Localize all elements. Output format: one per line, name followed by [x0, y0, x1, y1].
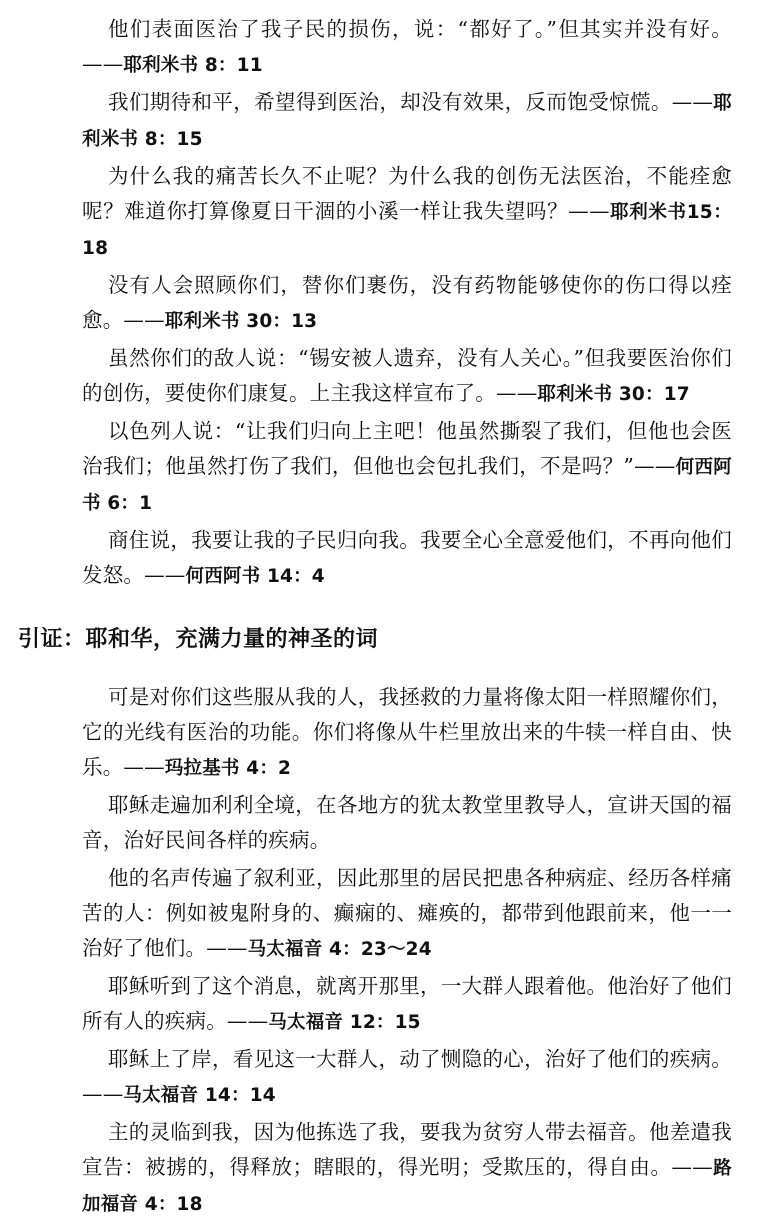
citation: 路加福音 4：18 — [82, 1158, 733, 1215]
citation: 玛拉基书 4：2 — [164, 758, 292, 779]
paragraph-text: 耶稣上了岸，看见这一大群人，动了恻隐的心，治好了他们的疾病。—— — [82, 1047, 732, 1106]
citation: 耶利米书 8：11 — [123, 55, 263, 76]
paragraph — [82, 1042, 732, 1113]
paragraph — [82, 523, 732, 594]
paragraph-text: 为什么我的痛苦长久不止呢？为什么我的创伤无法医治，不能痊愈呢？难道你打算像夏日干涸的小溪一样让我失望吗？—— — [82, 164, 732, 223]
citation: 马太福音 4：23～24 — [247, 939, 432, 960]
paragraph — [82, 788, 732, 859]
citation: 耶利米书15：18 — [82, 202, 732, 259]
paragraph-text: 没有人会照顾你们，替你们裹伤，没有药物能够使你的伤口得以痊愈。—— — [82, 273, 732, 332]
paragraph — [82, 341, 732, 412]
paragraph — [82, 1115, 732, 1222]
paragraph-text: 他的名声传遍了叙利亚，因此那里的居民把患各种病症、经历各样痛苦的人：例如被鬼附身的、癫痫的、瘫痪的，都带到他跟前来，他一一治好了他们。—— — [82, 866, 732, 960]
paragraph — [82, 12, 732, 83]
paragraph — [82, 414, 732, 521]
paragraph-text: 耶稣走遍加利利全境，在各地方的犹太教堂里教导人，宣讲天国的福音，治好民间各样的疾病。 — [82, 793, 732, 852]
paragraph-text: 商住说，我要让我的子民归向我。我要全心全意爱他们，不再向他们发怒。—— — [82, 528, 732, 587]
paragraph — [82, 680, 732, 786]
citation: 马太福音 14：14 — [123, 1085, 276, 1106]
paragraph-text: 我们期待和平，希望得到医治，却没有效果，反而饱受惊慌。—— — [108, 90, 714, 114]
paragraph-text: 主的灵临到我，因为他拣选了我，要我为贫穷人带去福音。他差遣我宣告：被掳的，得释放；瞎眼的，得光明；受欺压的，得自由。—— — [82, 1120, 732, 1179]
paragraph-text: 以色列人说：“让我们归向上主吧！他虽然撕裂了我们，但他也会医治我们；他虽然打伤了我们，但他也会包扎我们，不是吗？”—— — [82, 419, 732, 478]
paragraph — [82, 861, 732, 967]
paragraph — [82, 85, 732, 157]
citation: 耶利米书 30：17 — [537, 384, 690, 405]
paragraph — [82, 268, 732, 339]
citation: 何西阿书 14：4 — [185, 566, 325, 587]
citation: 何西阿书 6：1 — [82, 457, 732, 514]
section-title: 引证：耶和华，充满力量的神圣的词 — [18, 627, 379, 652]
paragraph-text: 虽然你们的敌人说：“锡安被人遗弃，没有人关心。”但我要医治你们的创伤，要使你们康复。上主我这样宣布了。—— — [82, 346, 732, 405]
paragraph-text: 可是对你们这些服从我的人，我拯救的力量将像太阳一样照耀你们，它的光线有医治的功能。你们将像从牛栏里放出来的牛犊一样自由、快乐。—— — [82, 685, 732, 779]
citation: 耶利米书 30：13 — [164, 311, 318, 332]
paragraph-text: 他们表面医治了我子民的损伤，说：“都好了。”但其实并没有好。—— — [82, 17, 732, 76]
paragraph — [82, 969, 732, 1040]
citation: 马太福音 12：15 — [268, 1012, 421, 1033]
citation: 耶利米书 8：15 — [82, 93, 732, 150]
paragraph-text: 耶稣听到了这个消息，就离开那里，一大群人跟着他。他治好了他们所有人的疾病。—— — [82, 974, 732, 1033]
paragraph — [82, 159, 732, 266]
